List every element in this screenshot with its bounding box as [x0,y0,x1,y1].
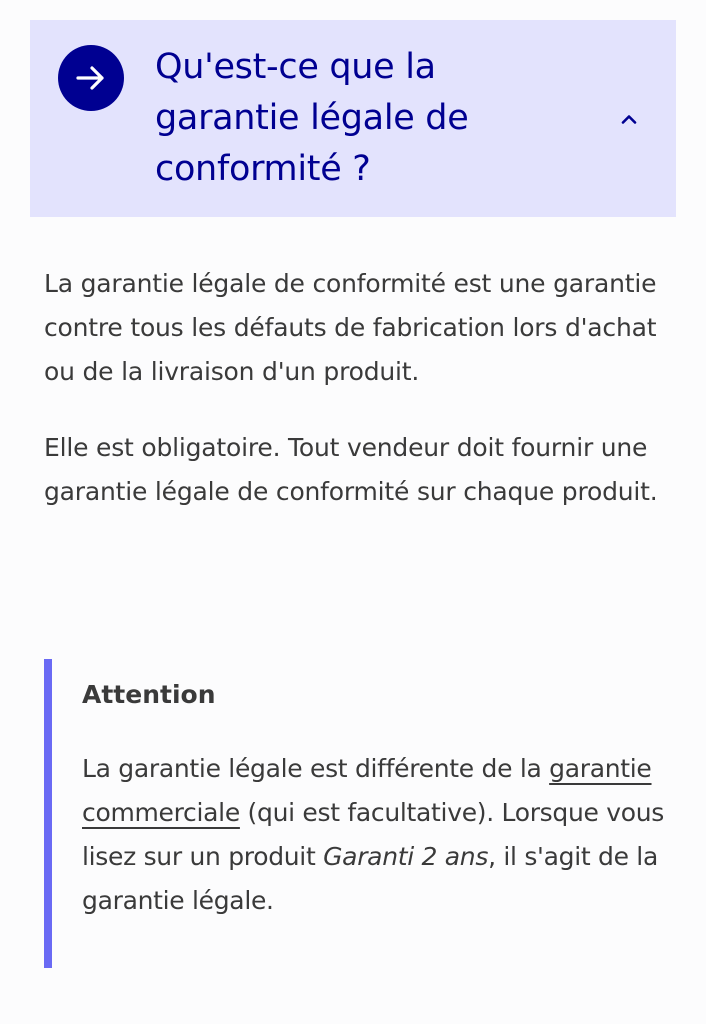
attention-callout [44,659,684,968]
callout-title: Attention [82,680,216,709]
callout-emphasis: Garanti 2 ans [323,842,489,871]
callout-text-middle: (qui est facultative). Lorsque vous lisez sur un produit [82,798,665,871]
accordion-content [44,262,664,514]
callout-text-end: , il s'agit de la garantie légale. [82,842,658,915]
callout-text-start: La garantie légale est différente de la [82,754,550,783]
paragraph-definition: La garantie légale de conformité est une garantie contre tous les défauts de fabrication lors d'achat ou de la livraison d'un produit. [44,269,657,386]
arrow-right-icon [58,45,124,111]
chevron-up-icon[interactable] [618,111,640,127]
accordion-title: Qu'est-ce que la garantie légale de conformité ? [155,47,469,189]
commercial-guarantee-link[interactable]: garantie commerciale [82,754,652,827]
paragraph-obligation: Elle est obligatoire. Tout vendeur doit fournir une garantie légale de conformité sur chaque produit. [44,433,658,506]
callout-text [82,747,682,923]
accordion-header[interactable] [30,20,676,217]
